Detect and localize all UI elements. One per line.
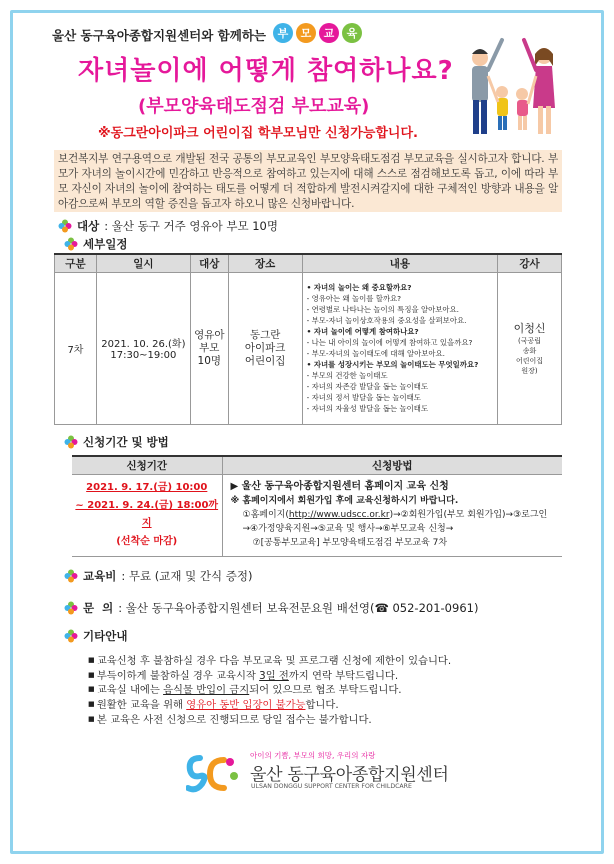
target-label: 대상 (77, 219, 100, 233)
notes-heading (64, 628, 127, 644)
content-subitem: - 부모-자녀의 놀이태도에 대해 알아보아요. (306, 349, 446, 358)
note-text: 되어 있으므로 협조 부탁드립니다. (249, 684, 402, 697)
place-line-3: 어린이집 (244, 354, 286, 367)
method-title: ▶ 울산 동구육아종합지원센터 홈페이지 교육 신청 (230, 481, 449, 492)
page-subtitle: (부모양육태도점검 부모교육) (138, 96, 370, 117)
step-prefix: ①홈페이지( (242, 510, 289, 520)
apply-table (72, 455, 562, 557)
content-subitem: - 자녀의 자율성 발달을 돕는 놀이태도 (306, 404, 429, 413)
col-header-session: 구분 (55, 254, 97, 272)
lecturer-name: 이청신 (513, 322, 546, 335)
content-subitem: - 부모-자녀 놀이상호작용의 중요성을 살펴보아요. (306, 316, 467, 325)
badge-yuk: 육 (342, 23, 362, 43)
content-subitem: - 자녀의 자존감 발달을 돕는 놀이태도 (306, 382, 429, 391)
col-header-target: 대상 (190, 254, 228, 272)
col-header-content: 내용 (302, 254, 498, 272)
eligibility-notice: ※동그란아이파크 어린이집 학부모님만 신청가능합니다. (98, 126, 418, 141)
time-text: 17:30~19:00 (110, 350, 177, 361)
affiliation-line: 어린이집 (516, 357, 544, 365)
apply-heading-label: 신청기간 및 방법 (83, 435, 169, 449)
note-text: 음식물 반입이 금지 (163, 684, 250, 697)
flower-bullet-icon (64, 601, 78, 615)
target-line-1: 영유아 (194, 328, 225, 341)
period-end: ~ 2021. 9. 24.(금) 18:00까지 (75, 500, 219, 529)
affiliation-line: (국공립 (518, 337, 542, 345)
flower-bullet-icon (64, 237, 78, 251)
target-line (58, 218, 278, 234)
method-cell (222, 474, 562, 556)
method-note: ※ 홈페이지에서 회원가입 후에 교육신청하시기 바랍니다. (230, 496, 459, 506)
fee-value: : 무료 (교재 및 간식 증정) (121, 569, 253, 583)
affiliation-line: 원장) (521, 367, 538, 375)
content-topic: • 자녀를 성장시키는 부모의 놀이태도는 무엇일까요? (306, 360, 479, 369)
method-step-line-1 (231, 508, 555, 522)
center-logo-icon (186, 750, 242, 794)
place-line-1: 동그란 (249, 328, 281, 341)
note-item (88, 683, 451, 698)
note-text: 원활한 교육을 위해 (96, 699, 187, 712)
col-header-place: 장소 (228, 254, 302, 272)
note-item (88, 713, 451, 728)
table-row (55, 272, 562, 424)
content-topic: • 자녀 놀이에 어떻게 참여하나요? (306, 327, 419, 336)
affiliation-line: 송화 (522, 347, 537, 355)
note-text: 3일 전 (259, 669, 289, 682)
target-line-3: 10명 (197, 354, 222, 367)
period-note: (선착순 마감) (116, 536, 178, 547)
flower-bullet-icon (64, 435, 78, 449)
datetime-cell (96, 272, 190, 424)
target-value: : 울산 동구 거주 영유아 부모 10명 (104, 219, 278, 233)
note-item (88, 669, 451, 684)
content-subitem: - 자녀의 정서 발달을 돕는 놀이태도 (306, 393, 421, 402)
flower-bullet-icon (64, 569, 78, 583)
method-step-line-2: →④가정양육지원→⑤교육 및 행사→⑥부모교육 신청→ (242, 524, 454, 534)
homepage-link[interactable]: http://www.udscc.or.kr (288, 510, 390, 520)
page-title: 자녀놀이에 어떻게 참여하나요? (78, 56, 454, 86)
note-text: 까지 연락 부탁드립니다. (288, 669, 399, 682)
period-cell (72, 474, 222, 556)
method-step-line-3: ⑦[공통부모교육] 부모양육태도점검 부모교육 7차 (252, 538, 448, 548)
contact-line (64, 600, 478, 616)
content-subitem: - 연령별로 나타나는 놀이의 특징을 알아보아요. (306, 305, 459, 314)
content-subitem: - 부모의 건강한 놀이태도 (306, 371, 388, 380)
date-text: 2021. 10. 26.(화) (101, 339, 186, 350)
content-subitem: - 영유아는 왜 놀이를 할까요? (306, 294, 402, 303)
notes-heading-label: 기타안내 (83, 629, 128, 643)
content-cell (302, 272, 498, 424)
organizer-line: 울산 동구육아종합지원센터와 함께하는 (52, 28, 266, 43)
step-rest: )→②회원가입(부모 회원가입)→③로그인 (389, 510, 548, 520)
fee-line (64, 568, 252, 584)
col-header-method: 신청방법 (222, 456, 562, 474)
content-topic: • 자녀의 놀이는 왜 중요할까요? (306, 283, 412, 292)
note-item (88, 698, 451, 713)
note-item (88, 654, 451, 669)
flower-bullet-icon (58, 219, 72, 233)
footer-center-name: 울산 동구육아종합지원센터 (250, 765, 449, 785)
contact-label: 문 의 (83, 601, 114, 615)
content-list (307, 282, 494, 414)
footer-english-name: ULSAN DONGGU SUPPORT CENTER FOR CHILDCARE (251, 783, 412, 790)
place-line-2: 아이파크 (244, 341, 286, 354)
note-text: 교육신청 후 불참하실 경우 다음 부모교육 및 프로그램 신청에 제한이 있습니다. (96, 654, 452, 667)
schedule-heading-label: 세부일정 (83, 237, 128, 251)
intro-paragraph: 보건복지부 연구용역으로 개발된 전국 공통의 부모교육인 부모양육태도점검 부모교육을 실시하고자 합니다. 부모가 자녀의 놀이시간에 민감하고 반응적으로 참여하고 있는지에 대해 스스로 점검해보도록 돕고, 이에 따라 부모 자신이 자녀의 놀이에 참여하는 태도를 어떻게 더 적합하게 발전시켜갈지에 대한 구체적인 방향과 내용을 알아감으로써 부모의 역할 증진을 돕고자 하오니 많은 신청바랍니다. (54, 150, 562, 212)
footer-tagline: 아이의 기쁨, 부모의 희망, 우리의 자랑 (250, 751, 376, 760)
lecturer-cell (498, 272, 562, 424)
note-text: 부득이하게 불참하실 경우 교육시작 (96, 669, 260, 682)
schedule-heading (64, 236, 127, 252)
place-cell (228, 272, 302, 424)
lecturer-affiliation (498, 336, 561, 376)
family-illustration (458, 36, 568, 140)
badge-bu: 부 (273, 23, 293, 43)
contact-value: : 울산 동구육아종합지원센터 보육전문요원 배선영(☎ 052-201-0961) (118, 601, 479, 615)
col-header-datetime: 일시 (96, 254, 190, 272)
col-header-period: 신청기간 (72, 456, 222, 474)
badge-mo: 모 (296, 23, 316, 43)
flower-bullet-icon (64, 629, 78, 643)
note-text: 영유아 동반 입장이 불가능 (186, 699, 306, 712)
session-cell: 7차 (55, 272, 97, 424)
table-row (72, 474, 562, 556)
period-start: 2021. 9. 17.(금) 10:00 (86, 482, 208, 493)
fee-label: 교육비 (83, 569, 117, 583)
notes-list (88, 654, 451, 728)
target-cell (190, 272, 228, 424)
target-line-2: 부모 (199, 341, 220, 354)
note-text: 본 교육은 사전 신청으로 진행되므로 당일 접수는 불가합니다. (96, 713, 372, 726)
note-text: 교육실 내에는 (96, 684, 164, 697)
badge-gyo: 교 (319, 23, 339, 43)
apply-heading (64, 434, 169, 450)
schedule-table (54, 253, 562, 425)
badge-group (273, 23, 362, 43)
content-subitem: - 나는 내 아이의 놀이에 어떻게 참여하고 있을까요? (306, 338, 473, 347)
note-text: 합니다. (305, 699, 339, 712)
col-header-lecturer: 강사 (498, 254, 562, 272)
